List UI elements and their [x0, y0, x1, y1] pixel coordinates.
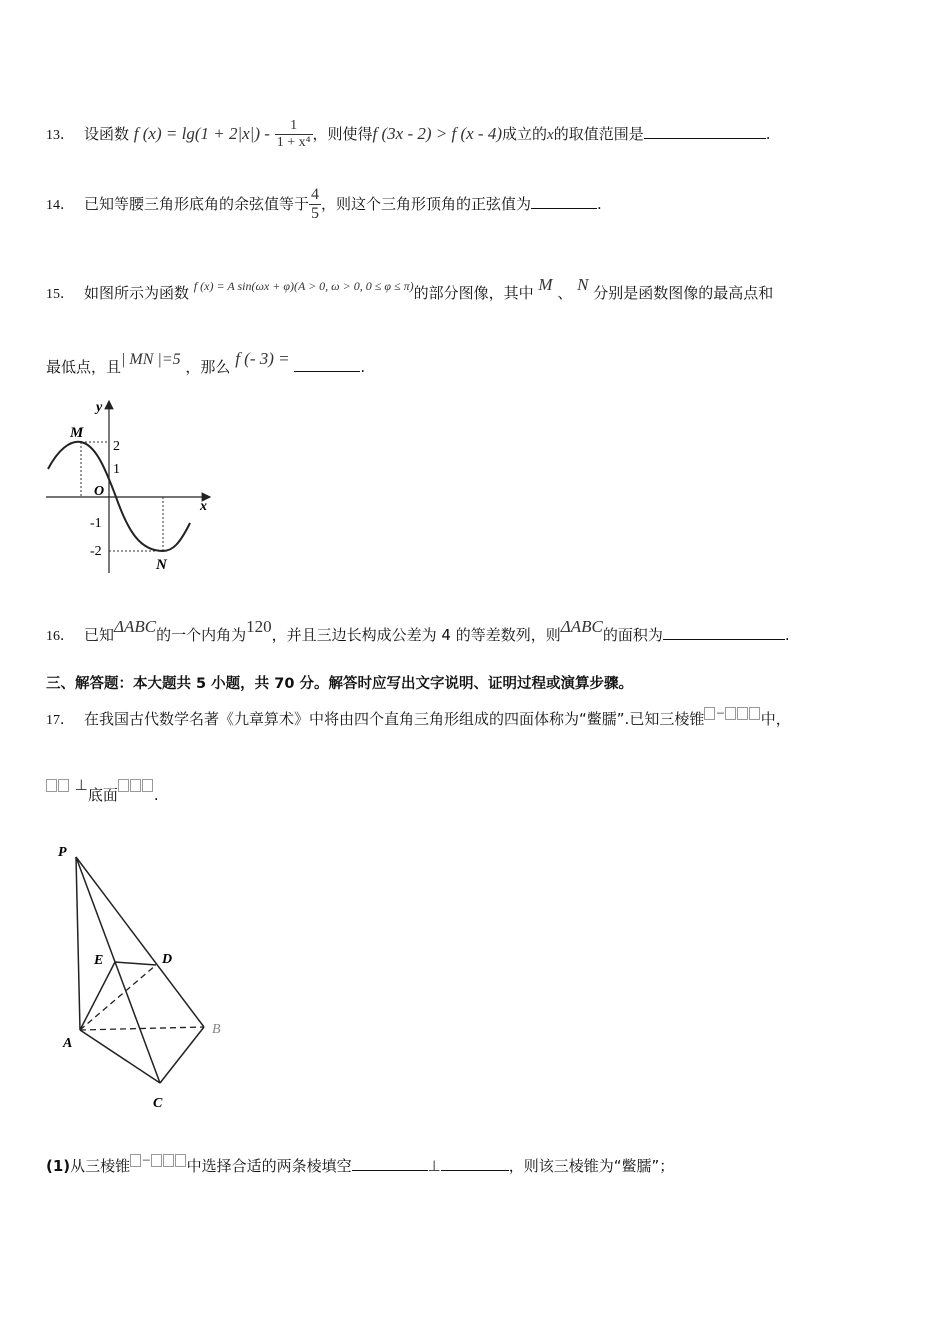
part-number: (1) [46, 1157, 71, 1175]
q13-text-4: 的取值范围是 [553, 125, 644, 143]
missing-glyph [725, 707, 736, 720]
q13-x: x [547, 127, 554, 143]
q15-f-minus-3: f (- 3) = [235, 349, 290, 368]
label-m: M [70, 425, 84, 441]
q17-dash: − [716, 706, 725, 722]
tick-1: 1 [113, 462, 120, 477]
q16-triangle-2: ΔABC [560, 617, 603, 636]
question-17-part-1 [46, 1155, 674, 1176]
q15-text-2: 的部分图像，其中 [413, 284, 534, 302]
section-3-heading: 三、解答题：本大题共 5 小题，共 70 分。解答时应写出文字说明、证明过程或演算步骤。 [46, 676, 633, 692]
tick-minus-1: -1 [90, 516, 102, 531]
vertex-b: B [212, 1022, 221, 1037]
missing-glyph [118, 779, 129, 792]
tick-2: 2 [113, 439, 120, 454]
q13-text-2: ，则使得 [312, 125, 373, 143]
q15-text-5: ，那么 [185, 358, 231, 376]
question-number: 17． [46, 713, 74, 728]
missing-glyph [175, 1154, 186, 1167]
label-origin: O [94, 484, 105, 499]
missing-glyph [749, 707, 760, 720]
q13-fraction [275, 118, 313, 151]
q15-text-1: 如图所示为函数 [84, 284, 190, 302]
question-number: 16． [46, 629, 74, 644]
q14-fraction-num: 4 [311, 186, 320, 203]
q16-triangle: ΔABC [114, 617, 157, 636]
edge-ac [80, 1030, 160, 1083]
q17-text-3: 底面 [87, 786, 118, 804]
q13-end: . [765, 125, 771, 143]
answer-blank-2[interactable] [441, 1156, 509, 1171]
q17-text-2: 中， [760, 710, 791, 728]
question-16 [46, 617, 790, 645]
q17-1-text-3: ，则该三棱锥为“鳖臑”； [508, 1157, 675, 1175]
missing-glyph [58, 779, 69, 792]
missing-glyph [130, 1154, 141, 1167]
q17-1-text-2: 中选择合适的两条棱填空 [186, 1157, 352, 1175]
question-17-cont [46, 778, 159, 805]
q17-1-perp: ⊥ [427, 1159, 441, 1175]
q16-end: . [784, 626, 790, 644]
edge-pa [76, 857, 80, 1030]
q16-text-4: 的面积为 [602, 626, 663, 644]
q17-text-1: 在我国古代数学名著《九章算术》中将由四个直角三角形组成的四面体称为“鳖臑”.已知三棱锥 [84, 710, 705, 728]
q16-text-2: 的一个内角为 [156, 626, 247, 644]
label-n: N [156, 557, 167, 573]
q13-fraction-num: 1 [275, 118, 313, 135]
vertex-c: C [153, 1096, 163, 1111]
q14-text-2: ，则这个三角形顶角的正弦值为 [321, 195, 532, 213]
question-number: 14． [46, 198, 74, 213]
q14-end: . [597, 195, 602, 213]
answer-blank-1[interactable] [352, 1156, 428, 1171]
tick-minus-2: -2 [90, 544, 102, 559]
q17-1-text-1: 从三棱锥 [70, 1157, 131, 1175]
question-15-cont [46, 349, 366, 377]
q15-mn: | MN |=5 [121, 351, 181, 368]
q15-text-3: 分别是函数图像的最高点和 [593, 284, 774, 302]
q14-text-1: 已知等腰三角形底角的余弦值等于 [84, 195, 310, 213]
q15-point-n: N [577, 275, 589, 294]
segment-ae [80, 962, 115, 1030]
q13-inequality: f (3x - 2) > f (x - 4) [372, 124, 502, 143]
question-number: 15． [46, 287, 74, 302]
q15-text-4: 最低点，且 [46, 358, 122, 376]
q16-angle: 120 [246, 617, 272, 636]
q13-text-3: 成立的 [502, 125, 548, 143]
missing-glyph [142, 779, 153, 792]
vertex-a: A [63, 1036, 73, 1051]
vertex-p: P [58, 845, 67, 860]
vertex-d: D [162, 952, 173, 967]
answer-blank[interactable] [644, 124, 766, 139]
q14-fraction [309, 186, 321, 223]
missing-glyph [704, 707, 715, 720]
q13-function: f (x) = lg(1 + 2|x|) - [133, 124, 270, 143]
question-17 [46, 708, 791, 729]
q17-perp: ⊥ [74, 778, 88, 794]
edge-pc [76, 857, 160, 1083]
q14-fraction-den: 5 [311, 205, 320, 222]
sine-curve [48, 442, 190, 551]
missing-glyph [130, 779, 141, 792]
missing-glyph [163, 1154, 174, 1167]
q16-text-3: ，并且三边长构成公差为 4 的等差数列，则 [271, 626, 561, 644]
question-number: 13． [46, 128, 74, 143]
q17-end: . [153, 786, 159, 804]
q15-point-m: M [538, 275, 553, 294]
q13-fraction-den: 1 + x⁴ [276, 135, 311, 150]
question-15 [46, 275, 774, 303]
edge-cb [160, 1027, 204, 1083]
segment-ad-dashed [80, 965, 156, 1030]
missing-glyph [46, 779, 57, 792]
q17-1-dash: − [142, 1153, 151, 1169]
vertex-e: E [94, 953, 104, 968]
q13-text-1: 设函数 [84, 125, 130, 143]
edge-ab-dashed [80, 1027, 204, 1030]
tetrahedron-figure [52, 835, 242, 1120]
question-13 [46, 118, 770, 151]
q16-text-1: 已知 [84, 626, 115, 644]
label-y: y [96, 400, 103, 415]
label-x: x [200, 499, 207, 514]
answer-blank[interactable] [663, 625, 785, 640]
q15-separator: 、 [557, 284, 573, 302]
sine-graph [40, 395, 220, 580]
answer-blank[interactable] [294, 357, 360, 372]
question-14 [46, 186, 602, 223]
segment-ed [115, 962, 156, 965]
q15-function: f (x) = A sin(ωx + φ)(A > 0, ω > 0, 0 ≤ φ ≤ π) [193, 279, 414, 293]
missing-glyph [151, 1154, 162, 1167]
missing-glyph [737, 707, 748, 720]
q15-end: . [360, 358, 366, 376]
answer-blank[interactable] [531, 194, 597, 209]
